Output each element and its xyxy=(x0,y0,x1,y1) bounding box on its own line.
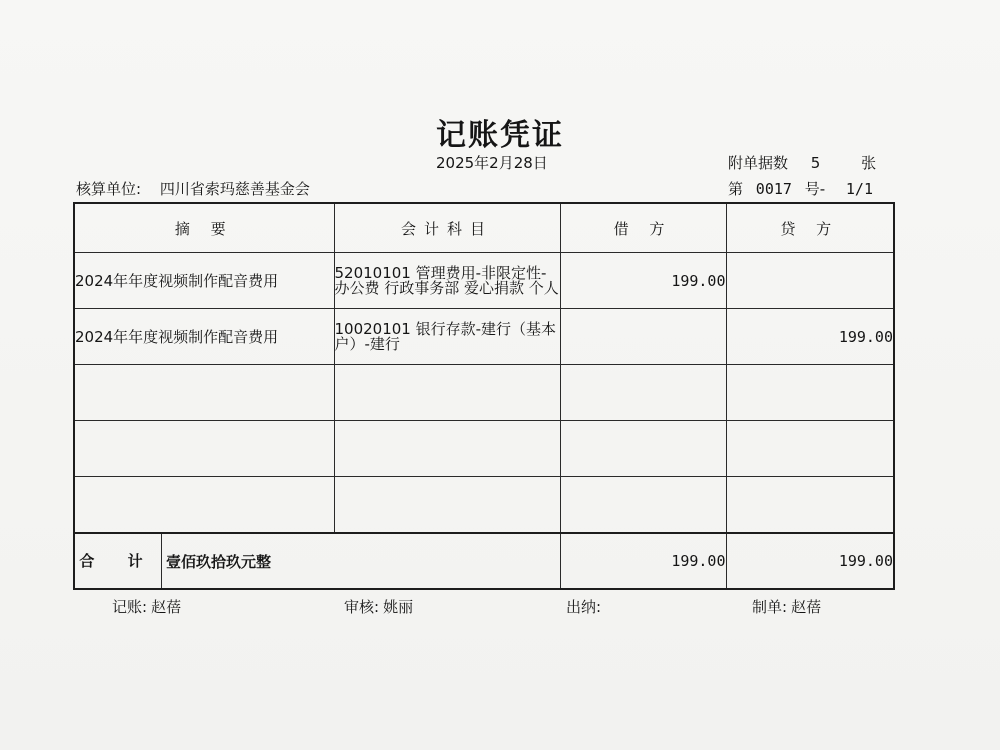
attachments-label: 附单据数 xyxy=(728,154,789,172)
row-summary: 2024年年度视频制作配音费用 xyxy=(74,253,334,309)
total-debit: 199.00 xyxy=(560,533,726,589)
voucher-code: 0017 xyxy=(755,180,792,198)
bookkeeper-signoff xyxy=(112,596,181,617)
row-credit xyxy=(726,421,894,477)
row-credit xyxy=(726,253,894,309)
voucher-suffix: 号- xyxy=(804,180,826,198)
row-credit: 199.00 xyxy=(726,309,894,365)
total-words-cell xyxy=(74,533,560,589)
total-credit: 199.00 xyxy=(726,533,894,589)
table-row xyxy=(74,309,894,365)
table-row xyxy=(74,365,894,421)
accounting-unit xyxy=(76,178,310,199)
table-row xyxy=(74,253,894,309)
voucher-date: 2025年2月28日 xyxy=(436,154,548,172)
row-debit xyxy=(560,365,726,421)
row-summary xyxy=(74,421,334,477)
attachments-count: 5 xyxy=(810,154,821,172)
total-label: 合 计 xyxy=(75,534,162,588)
attachments-info xyxy=(728,152,876,173)
row-debit xyxy=(560,421,726,477)
cashier-signoff xyxy=(566,596,605,617)
bookkeeper-name: 赵蓓 xyxy=(151,598,182,616)
row-account xyxy=(334,477,560,534)
unit-label: 核算单位: xyxy=(76,180,142,198)
voucher-number xyxy=(728,178,873,199)
row-debit: 199.00 xyxy=(560,253,726,309)
row-account: 52010101 管理费用-非限定性-办公费 行政事务部 爱心捐款 个人 xyxy=(334,253,560,309)
voucher-prefix: 第 xyxy=(728,180,744,198)
voucher-title: 记账凭证 xyxy=(436,118,564,153)
header-summary: 摘 要 xyxy=(74,203,334,253)
row-account xyxy=(334,365,560,421)
voucher-page: 1/1 xyxy=(845,180,873,198)
header-debit: 借 方 xyxy=(560,203,726,253)
row-debit xyxy=(560,309,726,365)
reviewer-signoff xyxy=(344,596,413,617)
header-row xyxy=(74,203,894,253)
preparer-label: 制单: xyxy=(752,598,788,616)
table-row xyxy=(74,477,894,534)
voucher-table xyxy=(73,202,895,590)
row-debit xyxy=(560,477,726,534)
row-account xyxy=(334,421,560,477)
preparer-signoff xyxy=(752,596,821,617)
total-row xyxy=(74,533,894,589)
total-amount-in-words: 壹佰玖拾玖元整 xyxy=(166,552,272,571)
reviewer-label: 审核: xyxy=(344,598,380,616)
row-credit xyxy=(726,365,894,421)
row-credit xyxy=(726,477,894,534)
cashier-label: 出纳: xyxy=(566,598,602,616)
header-account: 会计科目 xyxy=(334,203,560,253)
header-credit: 贷 方 xyxy=(726,203,894,253)
row-summary xyxy=(74,365,334,421)
table-row xyxy=(74,421,894,477)
row-summary xyxy=(74,477,334,534)
unit-name: 四川省索玛慈善基金会 xyxy=(159,180,310,198)
reviewer-name: 姚丽 xyxy=(383,598,414,616)
attachments-unit: 张 xyxy=(861,154,877,172)
bookkeeper-label: 记账: xyxy=(112,598,148,616)
row-summary: 2024年年度视频制作配音费用 xyxy=(74,309,334,365)
row-account: 10020101 银行存款-建行（基本户）-建行 xyxy=(334,309,560,365)
preparer-name: 赵蓓 xyxy=(791,598,822,616)
